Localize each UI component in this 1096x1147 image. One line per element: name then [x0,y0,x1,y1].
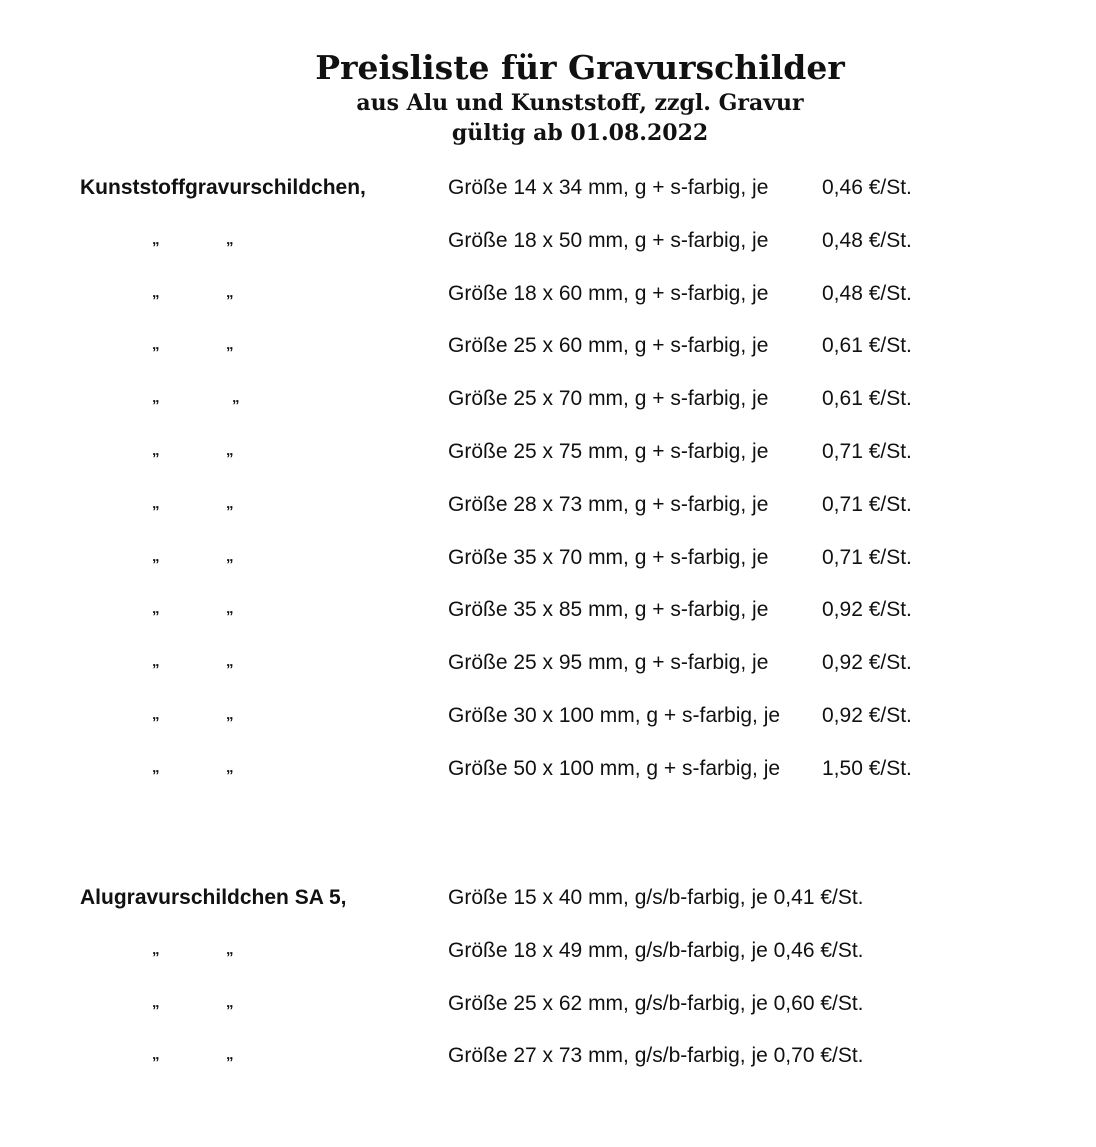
unit-price: 0,92 €/St. [822,651,912,675]
unit-price: 0,71 €/St. [822,492,912,516]
size-description: Größe 14 x 34 mm, g + s-farbig, je [448,176,769,199]
ditto-mark: „ [226,600,234,618]
section-label: Alugravurschildchen SA 5, [80,886,347,909]
ditto-mark: „ [226,758,234,776]
size-description: Größe 25 x 95 mm, g + s-farbig, je [448,651,769,675]
ditto-mark: „ [226,441,234,459]
ditto-mark: „ [226,494,234,512]
ditto-mark: „ [226,705,234,723]
kunststoff-section [0,176,1096,810]
size-description: Größe 25 x 62 mm, g/s/b-farbig, je 0,60 €/St. [448,991,864,1015]
size-description: Größe 25 x 60 mm, g + s-farbig, je [448,334,769,358]
price-row [0,757,1096,810]
size-description: Größe 18 x 50 mm, g + s-farbig, je [448,228,769,252]
section-label: Kunststoffgravurschildchen, [80,176,366,199]
price-row [0,493,1096,546]
size-description: Größe 25 x 75 mm, g + s-farbig, je [448,439,769,463]
page-title: Preisliste für Gravurschilder [315,48,845,87]
price-row [0,651,1096,704]
ditto-mark: „ [152,705,160,723]
ditto-mark: „ [152,758,160,776]
price-row [0,440,1096,493]
ditto-mark: „ [226,547,234,565]
ditto-mark: „ [226,230,234,248]
price-row [0,886,1096,939]
ditto-mark: „ [152,389,160,407]
ditto-mark: „ [226,993,234,1011]
ditto-mark: „ [226,940,234,958]
size-description: Größe 15 x 40 mm, g/s/b-farbig, je 0,41 €/St. [448,886,864,909]
validity-date: gültig ab 01.08.2022 [451,120,709,146]
alu-section [0,886,1096,1097]
ditto-mark: „ [152,547,160,565]
size-description: Größe 50 x 100 mm, g + s-farbig, je [448,756,781,780]
page-subtitle: aus Alu und Kunststoff, zzgl. Gravur [356,90,804,116]
size-description: Größe 30 x 100 mm, g + s-farbig, je [448,703,781,727]
ditto-mark: „ [226,283,234,301]
title-block [0,48,1096,148]
ditto-mark: „ [152,441,160,459]
price-row [0,939,1096,992]
size-description: Größe 35 x 85 mm, g + s-farbig, je [448,598,769,622]
ditto-mark: „ [226,336,234,354]
unit-price: 0,48 €/St. [822,228,912,252]
size-description: Größe 18 x 60 mm, g + s-farbig, je [448,281,769,305]
unit-price: 0,61 €/St. [822,334,912,358]
ditto-mark: „ [152,494,160,512]
unit-price: 0,46 €/St. [822,176,912,199]
ditto-mark: „ [152,336,160,354]
price-row [0,1044,1096,1097]
ditto-mark: „ [152,940,160,958]
size-description: Größe 28 x 73 mm, g + s-farbig, je [448,492,769,516]
unit-price: 0,92 €/St. [822,598,912,622]
unit-price: 0,71 €/St. [822,439,912,463]
ditto-mark: „ [152,993,160,1011]
size-description: Größe 27 x 73 mm, g/s/b-farbig, je 0,70 €/St. [448,1044,864,1068]
unit-price: 1,50 €/St. [822,756,912,780]
price-row [0,282,1096,335]
ditto-mark: „ [226,653,234,671]
price-row [0,704,1096,757]
size-description: Größe 18 x 49 mm, g/s/b-farbig, je 0,46 €/St. [448,938,864,962]
price-row [0,176,1096,229]
ditto-mark: „ [152,283,160,301]
ditto-mark: „ [226,1046,234,1064]
ditto-mark: „ [152,653,160,671]
ditto-mark: „ [152,230,160,248]
unit-price: 0,48 €/St. [822,281,912,305]
unit-price: 0,71 €/St. [822,545,912,569]
price-row [0,334,1096,387]
size-description: Größe 25 x 70 mm, g + s-farbig, je [448,387,769,411]
unit-price: 0,61 €/St. [822,387,912,411]
unit-price: 0,92 €/St. [822,703,912,727]
price-row [0,387,1096,440]
ditto-mark: „ [152,600,160,618]
price-row [0,598,1096,651]
size-description: Größe 35 x 70 mm, g + s-farbig, je [448,545,769,569]
price-row [0,229,1096,282]
ditto-mark: „ [152,1046,160,1064]
price-row [0,546,1096,599]
price-row [0,992,1096,1045]
ditto-mark: „ [232,389,240,407]
